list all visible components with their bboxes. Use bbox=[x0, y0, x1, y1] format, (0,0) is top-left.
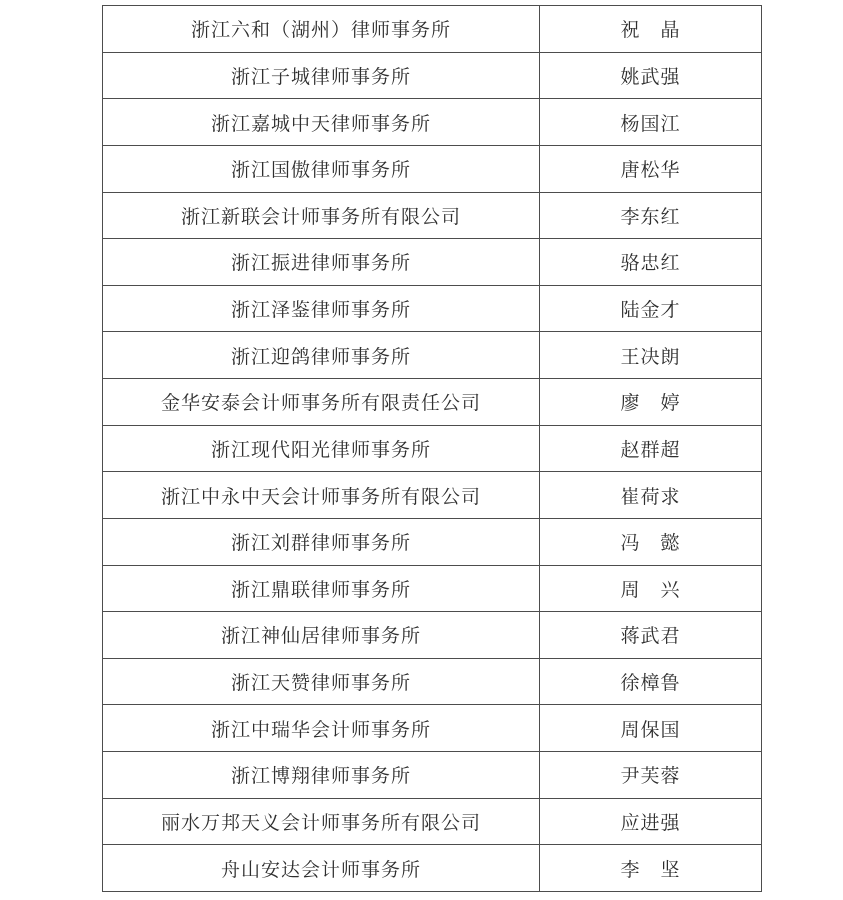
firm-cell: 浙江振进律师事务所 bbox=[103, 239, 540, 286]
table-row bbox=[103, 752, 762, 799]
representative-name-cell: 尹芙蓉 bbox=[540, 752, 762, 799]
firm-cell: 浙江刘群律师事务所 bbox=[103, 518, 540, 565]
firm-cell: 浙江中瑞华会计师事务所 bbox=[103, 705, 540, 752]
table-row bbox=[103, 239, 762, 286]
table-row bbox=[103, 285, 762, 332]
firm-table-body bbox=[103, 6, 762, 892]
representative-name-cell: 徐樟鲁 bbox=[540, 658, 762, 705]
table-row bbox=[103, 518, 762, 565]
representative-name-cell: 王决朗 bbox=[540, 332, 762, 379]
representative-name-cell: 赵群超 bbox=[540, 425, 762, 472]
firm-cell: 浙江子城律师事务所 bbox=[103, 52, 540, 99]
firm-cell: 浙江鼎联律师事务所 bbox=[103, 565, 540, 612]
representative-name-cell: 蒋武君 bbox=[540, 612, 762, 659]
firm-cell: 舟山安达会计师事务所 bbox=[103, 845, 540, 892]
firm-cell: 浙江中永中天会计师事务所有限公司 bbox=[103, 472, 540, 519]
representative-name-cell: 李 坚 bbox=[540, 845, 762, 892]
representative-name-cell: 唐松华 bbox=[540, 145, 762, 192]
firm-representative-table bbox=[102, 5, 762, 892]
representative-name-cell: 周 兴 bbox=[540, 565, 762, 612]
table-row bbox=[103, 52, 762, 99]
representative-name-cell: 陆金才 bbox=[540, 285, 762, 332]
firm-cell: 浙江嘉城中天律师事务所 bbox=[103, 99, 540, 146]
table-row bbox=[103, 6, 762, 53]
table-row bbox=[103, 145, 762, 192]
table-row bbox=[103, 658, 762, 705]
firm-cell: 丽水万邦天义会计师事务所有限公司 bbox=[103, 798, 540, 845]
representative-name-cell: 周保国 bbox=[540, 705, 762, 752]
table-row bbox=[103, 425, 762, 472]
firm-cell: 浙江现代阳光律师事务所 bbox=[103, 425, 540, 472]
table-row bbox=[103, 565, 762, 612]
representative-name-cell: 廖 婷 bbox=[540, 379, 762, 426]
representative-name-cell: 冯 懿 bbox=[540, 518, 762, 565]
firm-cell: 浙江六和（湖州）律师事务所 bbox=[103, 6, 540, 53]
representative-name-cell: 杨国江 bbox=[540, 99, 762, 146]
representative-name-cell: 姚武强 bbox=[540, 52, 762, 99]
firm-cell: 浙江博翔律师事务所 bbox=[103, 752, 540, 799]
firm-cell: 浙江神仙居律师事务所 bbox=[103, 612, 540, 659]
firm-cell: 浙江新联会计师事务所有限公司 bbox=[103, 192, 540, 239]
table-row bbox=[103, 379, 762, 426]
table-row bbox=[103, 612, 762, 659]
firm-cell: 浙江天赞律师事务所 bbox=[103, 658, 540, 705]
representative-name-cell: 崔荷求 bbox=[540, 472, 762, 519]
representative-name-cell: 骆忠红 bbox=[540, 239, 762, 286]
table-row bbox=[103, 332, 762, 379]
table-row bbox=[103, 99, 762, 146]
firm-cell: 浙江泽鉴律师事务所 bbox=[103, 285, 540, 332]
firm-cell: 浙江迎鸽律师事务所 bbox=[103, 332, 540, 379]
table-row bbox=[103, 845, 762, 892]
representative-name-cell: 祝 晶 bbox=[540, 6, 762, 53]
table-row bbox=[103, 472, 762, 519]
table-row bbox=[103, 192, 762, 239]
table-row bbox=[103, 798, 762, 845]
firm-cell: 浙江国傲律师事务所 bbox=[103, 145, 540, 192]
table-row bbox=[103, 705, 762, 752]
firm-cell: 金华安泰会计师事务所有限责任公司 bbox=[103, 379, 540, 426]
representative-name-cell: 应进强 bbox=[540, 798, 762, 845]
representative-name-cell: 李东红 bbox=[540, 192, 762, 239]
